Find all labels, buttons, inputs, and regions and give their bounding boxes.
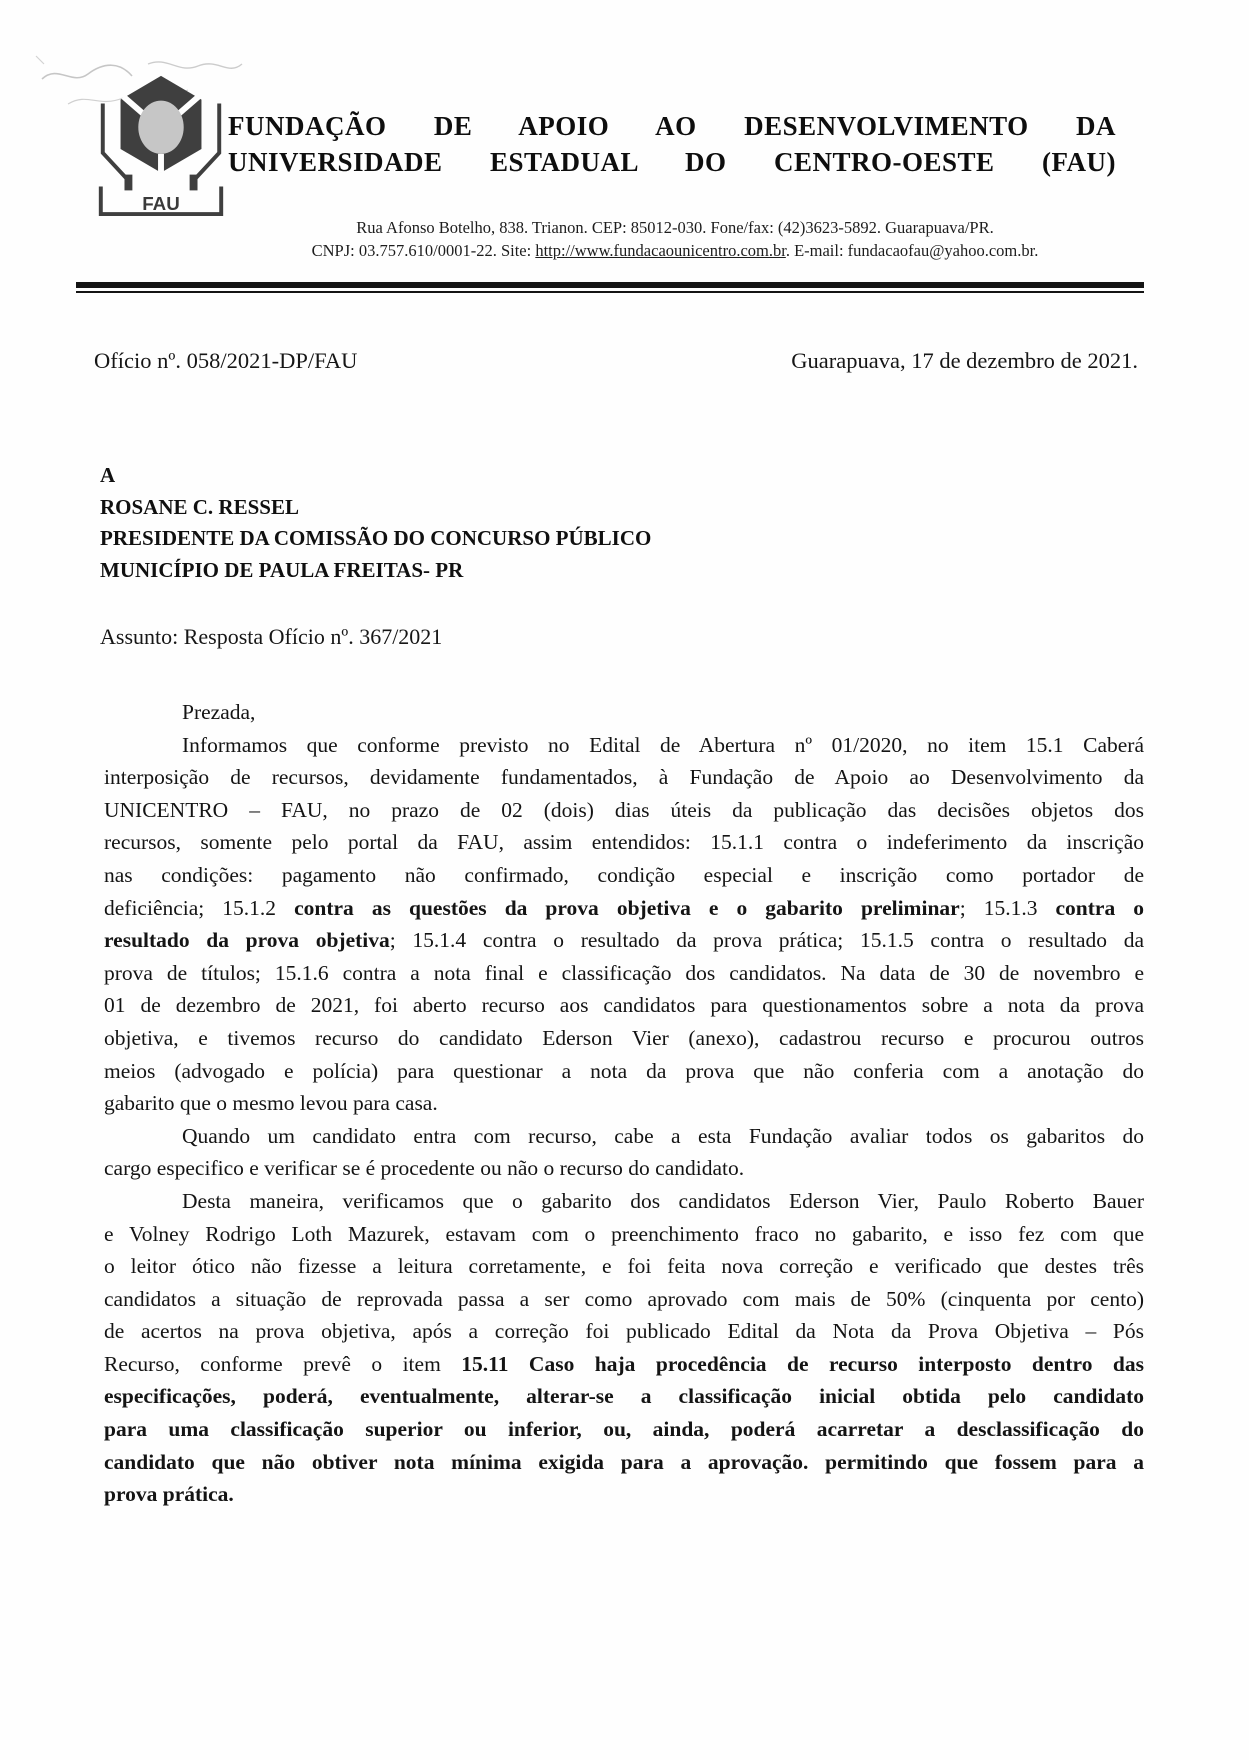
meta-row [94, 348, 1138, 374]
address-cnpj: CNPJ: 03.757.610/0001-22. Site: [311, 241, 536, 260]
logo-fau-text: FAU [142, 193, 180, 215]
letter-line: candidato que não obtiver nota mínima exigida para a aprovação. permitindo que fossem para a [104, 1449, 1144, 1474]
city-date: Guarapuava, 17 de dezembro de 2021. [791, 348, 1138, 373]
letter-line: resultado da prova objetiva; 15.1.4 contra o resultado da prova prática; 15.1.5 contra o resultado da [104, 928, 1144, 953]
office-number: Ofício nº. 058/2021-DP/FAU [94, 348, 358, 373]
fau-logo [92, 70, 230, 220]
letter-line: prova de títulos; 15.1.6 contra a nota final e classificação dos candidatos. Na data de 30 de novembro e [104, 960, 1144, 985]
letter-line: para uma classificação superior ou inferior, ou, ainda, poderá acarretar a desclassificação do [104, 1417, 1144, 1442]
address-site-url: http://www.fundacaounicentro.com.br [535, 241, 786, 260]
letter-line: recursos, somente pelo portal da FAU, assim entendidos: 15.1.1 contra o indeferimento da inscrição [104, 830, 1144, 855]
org-title [228, 108, 1116, 180]
address-email: . E-mail: fundacaofau@yahoo.com.br. [785, 241, 1039, 260]
letter-line: objetiva, e tivemos recurso do candidato Ederson Vier (anexo), cadastrou recurso e procurou outros [104, 1025, 1144, 1050]
recipient-municipality: MUNICÍPIO DE PAULA FREITAS- PR [100, 557, 464, 582]
letter-line: meios (advogado e polícia) para questionar a nota da prova que não conferia com a anotação do [104, 1058, 1144, 1083]
letter-line: interposição de recursos, devidamente fundamentados, à Fundação de Apoio ao Desenvolvimento da [104, 765, 1144, 790]
org-address [225, 216, 1125, 262]
recipient-salutation: A [100, 463, 116, 487]
letter-line: o leitor ótico não fizesse a leitura corretamente, e foi feita nova correção e verificado que destes três [104, 1254, 1144, 1279]
letter-line: Prezada, [182, 700, 256, 724]
letter-line: gabarito que o mesmo levou para casa. [104, 1091, 438, 1116]
subject-line: Assunto: Resposta Ofício nº. 367/2021 [100, 624, 443, 649]
letter-line: nas condições: pagamento não confirmado, condição especial e inscrição como portador de [104, 862, 1144, 887]
org-title-line2: UNIVERSIDADE ESTADUAL DO CENTRO-OESTE (FAU) [228, 147, 1116, 177]
letter-line: prova prática. [104, 1482, 234, 1507]
address-line1: Rua Afonso Botelho, 838. Trianon. CEP: 85012-030. Fone/fax: (42)3623-5892. Guarapuava/PR. [356, 218, 994, 237]
letter-line: Informamos que conforme previsto no Edital de Abertura nº 01/2020, no item 15.1 Caberá [182, 732, 1144, 757]
letter-line: candidatos a situação de reprovada passa a ser como aprovado com mais de 50% (cinquenta por cento) [104, 1286, 1144, 1311]
address-line2 [225, 239, 1125, 262]
org-title-line1: FUNDAÇÃO DE APOIO AO DESENVOLVIMENTO DA [228, 111, 1116, 141]
recipient-block [100, 460, 651, 586]
letter-line: cargo especifico e verificar se é procedente ou não o recurso do candidato. [104, 1156, 745, 1181]
recipient-role: PRESIDENTE DA COMISSÃO DO CONCURSO PÚBLICO [100, 526, 652, 550]
letter-line: Quando um candidato entra com recurso, cabe a esta Fundação avaliar todos os gabaritos do [182, 1123, 1144, 1148]
letter-line: deficiência; 15.1.2 contra as questões da prova objetiva e o gabarito preliminar; 15.1.3 contra o [104, 895, 1145, 920]
header-divider-rule [76, 282, 1144, 293]
letter-line: de acertos na prova objetiva, após a correção foi publicado Edital da Nota da Prova Objetiva – Pós [104, 1319, 1144, 1344]
recipient-name: ROSANE C. RESSEL [100, 494, 299, 519]
letter-line: Recurso, conforme prevê o item 15.11 Caso haja procedência de recurso interposto dentro das [104, 1351, 1144, 1376]
letter-line: e Volney Rodrigo Loth Mazurek, estavam com o preenchimento fraco no gabarito, e isso fez com que [104, 1221, 1144, 1246]
letter-body [104, 696, 1144, 1511]
letter-line: especificações, poderá, eventualmente, alterar-se a classificação inicial obtida pelo candidato [104, 1384, 1144, 1409]
letter-line: Desta maneira, verificamos que o gabarito dos candidatos Ederson Vier, Paulo Roberto Bauer [182, 1188, 1144, 1213]
letter-line: 01 de dezembro de 2021, foi aberto recurso aos candidatos para questionamentos sobre a nota da prova [104, 993, 1144, 1018]
letter-line: UNICENTRO – FAU, no prazo de 02 (dois) dias úteis da publicação das decisões objetos dos [104, 797, 1144, 822]
